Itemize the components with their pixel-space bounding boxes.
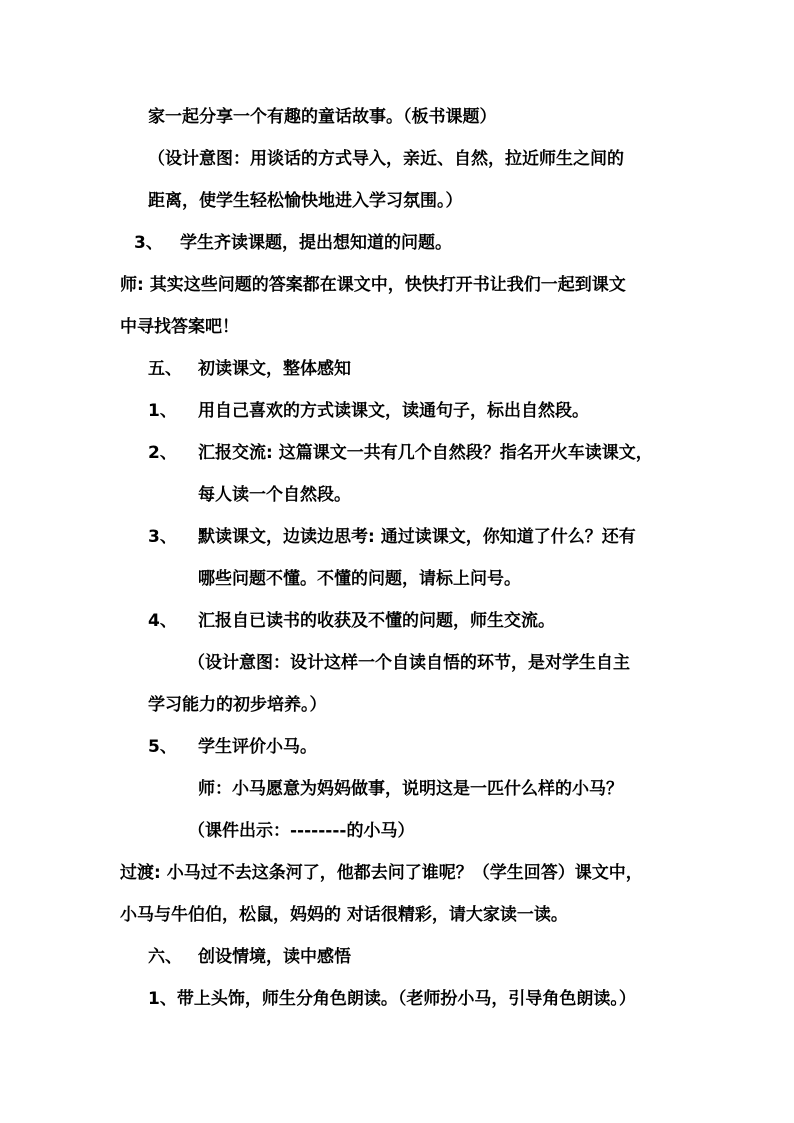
paragraph-line: （课件出示：--------的小马）	[188, 821, 415, 841]
paragraph-line: 用自己喜欢的方式读课文，读通句子，标出自然段。	[198, 401, 589, 421]
paragraph-line: 学习能力的初步培养。）	[148, 695, 327, 715]
list-number: 3、	[148, 527, 177, 547]
paragraph-line: 小马与牛伯伯，松鼠，妈妈的 对话很精彩，请大家读一读。	[120, 905, 568, 925]
paragraph-line: （设计意图：用谈话的方式导入，亲近、自然，拉近师生之间的	[148, 149, 624, 169]
paragraph-line: 家一起分享一个有趣的童话故事。（板书课题）	[148, 107, 497, 127]
list-number: 1、	[148, 401, 177, 421]
paragraph-line: 中寻找答案吧！	[120, 317, 239, 337]
list-number: 5、	[148, 737, 177, 757]
paragraph-line: 每人读一个自然段。	[198, 485, 351, 505]
paragraph-line: 距离，使学生轻松愉快地进入学习氛围。）	[148, 191, 463, 211]
section-heading: 创设情境，读中感悟	[198, 947, 351, 967]
list-number: 2、	[148, 443, 177, 463]
paragraph-line: 1、带上头饰，师生分角色朗读。（老师扮小马，引导角色朗读。）	[148, 989, 636, 1009]
section-number: 五、	[148, 359, 182, 379]
paragraph-line: 过渡: 小马过不去这条河了，他都去问了谁呢？（学生回答）课文中，	[120, 863, 643, 883]
paragraph-line: 默读课文，边读边思考: 通过读课文，你知道了什么？还有	[198, 527, 636, 547]
paragraph-line: 汇报交流: 这篇课文一共有几个自然段？指名开火车读课文，	[198, 443, 653, 463]
paragraph-line: 哪些问题不懂。不懂的问题，请标上问号。	[198, 569, 521, 589]
list-number: 4、	[148, 611, 177, 631]
paragraph-line: 师: 其实这些问题的答案都在课文中，快快打开书让我们一起到课文	[120, 275, 626, 295]
paragraph-line: 师：小马愿意为妈妈做事，说明这是一匹什么样的小马？	[198, 779, 623, 799]
list-number: 3、	[134, 233, 163, 253]
paragraph-line: 学生评价小马。	[198, 737, 317, 757]
paragraph-line: 学生齐读课题，提出想知道的问题。	[180, 233, 452, 253]
section-number: 六、	[148, 947, 182, 967]
paragraph-line: 汇报自已读书的收获及不懂的问题，师生交流。	[198, 611, 555, 631]
paragraph-line: （设计意图：设计这样一个自读自悟的环节，是对学生自主	[188, 653, 630, 673]
section-heading: 初读课文，整体感知	[198, 359, 351, 379]
